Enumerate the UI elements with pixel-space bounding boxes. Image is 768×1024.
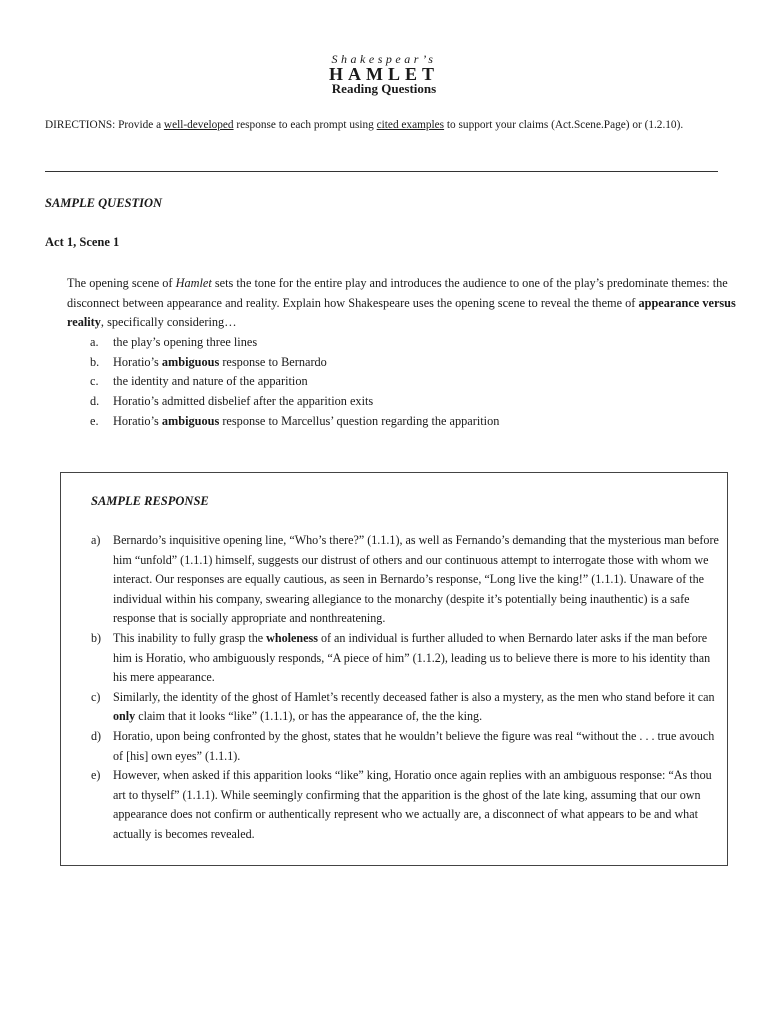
response-title: SAMPLE RESPONSE [91, 494, 209, 508]
title-subtitle: Shakespear’s [331, 52, 437, 66]
list-marker: b. [90, 354, 100, 369]
prompt-list [90, 333, 730, 432]
list-marker: e. [90, 413, 99, 428]
list-item [90, 353, 730, 373]
list-marker: c) [91, 689, 101, 704]
item-text: of an individual is further alluded to when Bernardo later asks if the man before him is Horatio, who ambiguously responds, “A piece of him” (1.1.2), leading us to believe there is more to his identity than his mere appearance. [113, 630, 711, 685]
item-text: the identity and nature of the apparition [113, 374, 308, 389]
well-developed-underline: well-developed [163, 119, 234, 131]
list-item [91, 629, 721, 688]
act-label: Act 1, Scene 1 [45, 235, 120, 249]
prompt-play-name: Hamlet [175, 276, 212, 290]
item-text: This inability to fully grasp the [113, 630, 267, 645]
page-heading: Reading Questions [331, 81, 437, 96]
item-text: response to Marcellus’ question regarding the apparition [219, 413, 500, 428]
list-item [91, 766, 721, 844]
item-text: Bernardo’s inquisitive opening line, “Who’s there?” (1.1.1), as well as Fernando’s demanding that the mysterious man before him “unfold” (1.1.1) himself, suggests our distrust of others and our continuous attempt to interrogate those with whom we interact. Our responses are equally cautious, as seen in Bernardo’s response, “Long live the king!” (1.1.1). Unaware of the individual within his company, swearing allegiance to the monarchy (despite it’s potentially being inauthentic) is a safe response that is socially appropriate and nonthreatening. [113, 533, 719, 626]
section-label: SAMPLE QUESTION [45, 196, 163, 210]
directions-text [45, 119, 745, 131]
list-marker: a) [91, 533, 101, 547]
prompt-theme: appearance versus reality [67, 295, 736, 330]
item-bold: wholeness [266, 630, 318, 645]
divider-line [45, 171, 718, 172]
directions-part: DIRECTIONS: Provide a [45, 119, 164, 131]
list-marker: c. [90, 374, 99, 389]
list-item [90, 392, 730, 412]
item-text: the play’s opening three lines [113, 335, 258, 349]
item-text: claim that it looks “like” (1.1.1), or has the appearance of, the the king. [135, 709, 483, 724]
list-item [91, 688, 721, 727]
prompt-text: , specifically considering… [100, 315, 237, 330]
item-bold: ambiguous [161, 354, 220, 369]
prompt-text: The opening scene of [67, 276, 176, 290]
item-bold: ambiguous [161, 413, 220, 428]
list-marker: b) [91, 630, 102, 645]
item-bold: only [113, 709, 136, 724]
item-text: Horatio’s admitted disbelief after the apparition exits [113, 394, 374, 409]
directions-part: to support your claims (Act.Scene.Page) or (1.2.10). [444, 119, 684, 131]
list-marker: a. [90, 335, 99, 349]
item-text: Horatio’s [113, 413, 162, 428]
list-marker: d) [91, 728, 102, 743]
item-text: Similarly, the identity of the ghost of Hamlet’s recently deceased father is also a mystery, as the men who stand before it can [113, 689, 715, 704]
question-prompt [67, 274, 737, 333]
list-marker: d. [90, 394, 100, 409]
list-item [90, 412, 730, 432]
list-item [91, 727, 721, 766]
list-item [90, 372, 730, 392]
cited-examples-underline: cited examples [376, 119, 445, 131]
play-title: HAMLET [328, 64, 439, 84]
item-text: However, when asked if this apparition looks “like” king, Horatio once again replies with an ambiguous response: “As thou art to thyself” (1.1.1). While seemingly confirming that the apparition is the ghost of the late king, assuming that our own appearance does not confirm or authentically represent who we actually are, a disconnect of what appears to be and what actually is becomes revealed. [113, 768, 712, 841]
item-text: response to Bernardo [219, 354, 327, 369]
item-text: Horatio’s [113, 354, 162, 369]
prompt-text: sets the tone for the entire play and introduces the audience to one of the play’s predominate themes: the disconnect between appearance and reality. Explain how Shakespeare uses the opening scene to reveal the theme of [67, 276, 728, 310]
list-item [91, 531, 721, 629]
response-list [91, 531, 721, 845]
list-marker: e) [91, 768, 101, 783]
item-text: Horatio, upon being confronted by the ghost, states that he wouldn’t believe the figure was real “without the . . . true avouch of [his] own eyes” (1.1.1). [113, 728, 715, 763]
directions-part: response to each prompt using [233, 119, 377, 131]
list-item [90, 333, 730, 353]
